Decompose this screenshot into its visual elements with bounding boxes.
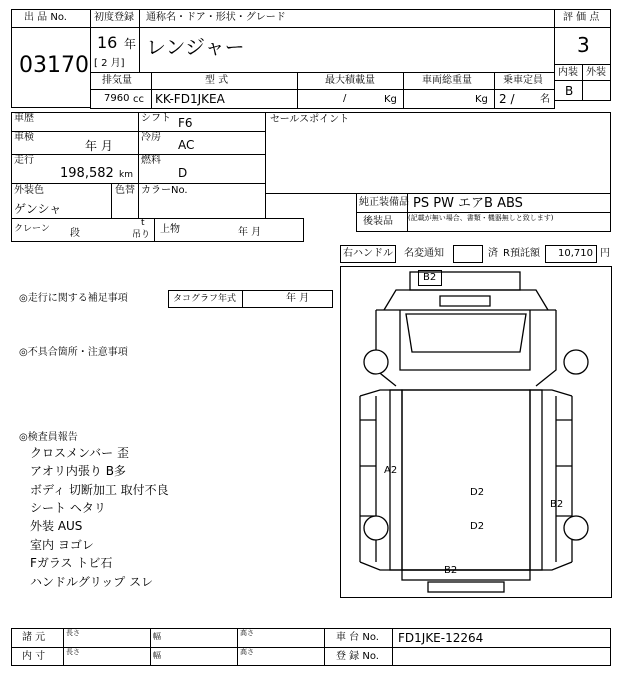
sales-point-label: セールスポイント [270,114,350,125]
max-load: / [343,93,347,104]
first-reg-label: 初度登録 [94,12,134,23]
exterior-grade-cell [582,80,611,101]
crane-t: t [141,218,145,228]
history-label: 車歴 [14,113,34,124]
report-line: 外装 AUS [30,519,83,533]
report-line: アオリ内張り B多 [30,464,126,478]
first-reg-month: [ 2 月] [94,58,125,69]
naisun-label: 内 寸 [22,651,46,662]
mileage: 198,582 [60,166,114,181]
inspection-label: 車検 [14,132,34,143]
score-label: 評 価 点 [563,12,600,23]
aircon-label: 冷房 [141,132,161,143]
tachograph-value: 年 月 [286,293,310,304]
score: 3 [577,33,590,57]
damage-mark: D2 [470,487,485,498]
mileage-label: 走行 [14,155,34,166]
report-line: 室内 ヨゴレ [30,538,94,552]
report-line: Fガラス トビ石 [30,556,113,570]
retrofit-note: (記載が無い場合、書類・機器無しと致します) [408,214,554,222]
report-line: クロスメンバー 歪 [30,446,129,460]
reg-label: 登 録 No. [336,651,379,662]
exterior-color: ゲンシャ [14,202,62,216]
defects-label: ◎不具合箇所・注意事項 [19,347,128,358]
width-label: 幅 [153,651,161,660]
height-label: 高さ [240,648,254,656]
gross-weight-label: 車両総重量 [422,75,472,86]
model-label: 型 式 [205,75,229,86]
height-label: 高さ [240,629,254,637]
chassis-label: 車 台 No. [336,632,379,643]
damage-mark: B2 [444,565,458,576]
inspector-label: ◎検査員報告 [19,432,78,443]
exterior-label: 外装 [586,67,606,78]
year-unit: 年 [124,37,137,51]
truck-outline [340,266,612,598]
driving-label: ◎走行に関する補足事項 [19,293,128,304]
capacity: 2 / [499,92,515,106]
color-change-label: 色替 [115,185,135,196]
name-change: 名変通知 [404,248,444,259]
shift: F6 [178,116,193,130]
displacement-label: 排気量 [102,75,132,86]
report-line: ボディ 切断加工 取付不良 [30,483,169,497]
handle: 右ハンドル [343,248,393,259]
first-reg-year: 16 [97,33,118,52]
mileage-unit: km [119,170,133,180]
rig-label: 上物 [160,224,180,235]
model: KK-FD1JKEA [155,92,225,106]
retrofit-label: 後装品 [363,216,393,227]
displacement-unit: cc [133,94,144,105]
recycle-mark: 済 [488,248,498,259]
report-line: シート ヘタリ [30,501,106,515]
lot-no: 03170 [19,53,89,78]
interior-grade: B [565,84,574,98]
displacement: 7960 [104,93,130,104]
gross-weight-unit: Kg [475,94,488,105]
recycle-unit: 円 [600,248,610,259]
report-line: ハンドルグリップ スレ [30,575,154,589]
recycle-label: R預託額 [503,248,540,259]
damage-mark: B2 [423,272,437,283]
rig-date: 年 月 [238,227,262,238]
name-change-box [453,245,483,263]
aircon: AC [178,138,195,152]
crane-stage: 段 [70,228,80,239]
damage-mark: B2 [550,499,564,510]
capacity-unit: 名 [540,94,550,105]
lot-no-label: 出 品 No. [24,12,67,23]
damage-mark: A2 [384,465,398,476]
length-label: 長さ [66,629,80,637]
exterior-color-label: 外装色 [14,185,44,196]
shoki-label: 諸 元 [22,632,46,643]
fuel-label: 燃料 [141,155,161,166]
chassis-no: FD1JKE-12264 [398,631,484,645]
color-no-label: カラーNo. [141,185,188,196]
max-load-unit: Kg [384,94,397,105]
length-label: 長さ [66,648,80,656]
car-name: レンジャー [146,35,245,59]
recycle-amount: 10,710 [558,248,593,259]
inspection-value: 年 月 [85,139,113,153]
width-label: 幅 [153,632,161,641]
fuel: D [178,166,188,180]
name-label: 通称名・ドア・形状・グレード [146,12,286,23]
crane-hang: 吊り [132,230,151,240]
max-load-label: 最大積載量 [325,75,375,86]
crane-label: クレーン [14,224,50,234]
tachograph-label: タコグラフ年式 [173,294,237,304]
equipment-label: 純正装備品 [359,197,409,208]
interior-label: 内装 [558,67,578,78]
damage-mark: D2 [470,521,485,532]
equipment: PS PW エアB ABS [413,196,523,211]
shift-label: シフト [141,113,171,124]
capacity-label: 乗車定員 [503,75,543,86]
